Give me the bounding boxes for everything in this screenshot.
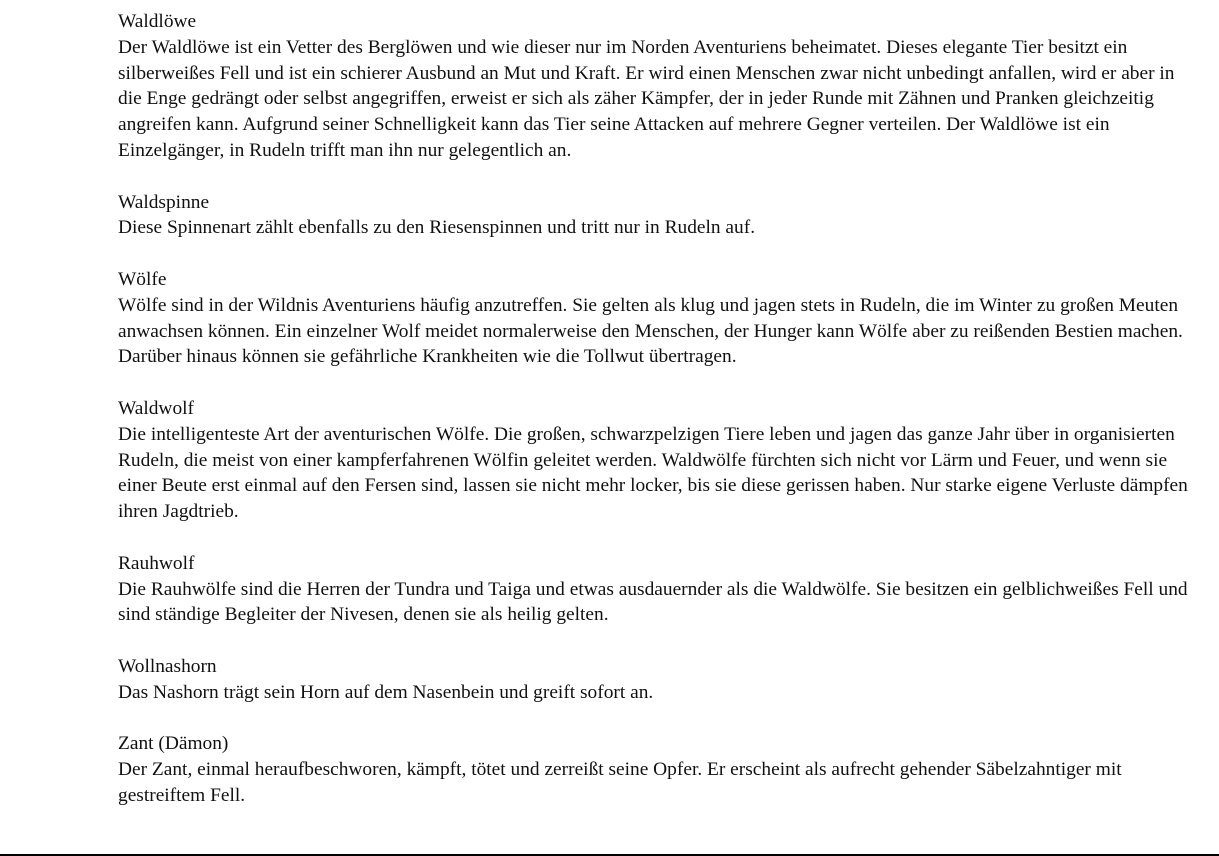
entry-text: Diese Spinnenart zählt ebenfalls zu den Riesenspinnen und tritt nur in Rudeln auf.: [118, 217, 756, 239]
entry-title: Waldspinne: [118, 191, 210, 213]
entry-text: Die intelligenteste Art der aventurischen Wölfe. Die großen, schwarzpelzigen Tiere leben und jagen das ganze Jahr über in organisierten Rudeln, die meist von einer kampferfahrenen Wölfin geleitet werden. Waldwölfe fürchten sich nicht vor Lärm und Feuer, und wenn sie einer Beute erst einmal auf den Fersen sind, lassen sie nicht mehr locker, bis sie diese gerissen haben. Nur starke eigene Verluste dämpfen ihren Jagdtrieb.: [118, 423, 1188, 523]
entry-title: Rauhwolf: [118, 552, 195, 574]
entry-text: Wölfe sind in der Wildnis Aventuriens häufig anzutreffen. Sie gelten als klug und jagen stets in Rudeln, die im Winter zu großen Meuten anwachsen können. Ein einzelner Wolf meidet normalerweise den Menschen, der Hunger kann Wölfe aber zu reißenden Bestien machen. Darüber hinaus können sie gefährliche Krankheiten wie die Tollwut übertragen.: [118, 294, 1183, 368]
entry-rauhwolf: [118, 551, 1203, 628]
entry-text: Die Rauhwölfe sind die Herren der Tundra und Taiga und etwas ausdauernder als die Waldwölfe. Sie besitzen ein gelblichweißes Fell und sind ständige Begleiter der Nivesen, denen sie als heilig gelten.: [118, 578, 1188, 626]
entry-title: Waldwolf: [118, 397, 194, 419]
entry-waldloewe: [118, 9, 1203, 164]
entry-text: Der Zant, einmal heraufbeschworen, kämpft, tötet und zerreißt seine Opfer. Er erscheint als aufrecht gehender Säbelzahntiger mit gestreiftem Fell.: [118, 759, 1122, 806]
entry-waldwolf: [118, 396, 1203, 525]
entry-text: Der Waldlöwe ist ein Vetter des Berglöwen und wie dieser nur im Norden Aventuriens beheimatet. Dieses elegante Tier besitzt ein silberweißes Fell und ist ein schierer Ausbund an Mut und Kraft. Er wird einen Menschen zwar nicht unbedingt anfallen, wird er aber in die Enge gedrängt oder selbst angegriffen, erweist er sich als zäher Kämpfer, der in jeder Runde mit Zähnen und Pranken gleichzeitig angreifen kann. Aufgrund seiner Schnelligkeit kann das Tier seine Attacken auf mehrere Gegner verteilen. Der Waldlöwe ist ein Einzelgänger, in Rudeln trifft man ihn nur gelegentlich an.: [118, 36, 1175, 161]
entry-title: Zant (Dämon): [118, 733, 229, 755]
entry-title: Waldlöwe: [118, 11, 197, 32]
entry-zant: [118, 731, 1203, 808]
entry-title: Wölfe: [118, 268, 167, 290]
document-body: [118, 9, 1203, 835]
entry-text: Das Nashorn trägt sein Horn auf dem Nasenbein und greift sofort an.: [118, 681, 654, 703]
entry-wollnashorn: [118, 654, 1203, 706]
entry-woelfe: [118, 267, 1203, 370]
entry-waldspinne: [118, 190, 1203, 242]
entry-title: Wollnashorn: [118, 655, 217, 677]
